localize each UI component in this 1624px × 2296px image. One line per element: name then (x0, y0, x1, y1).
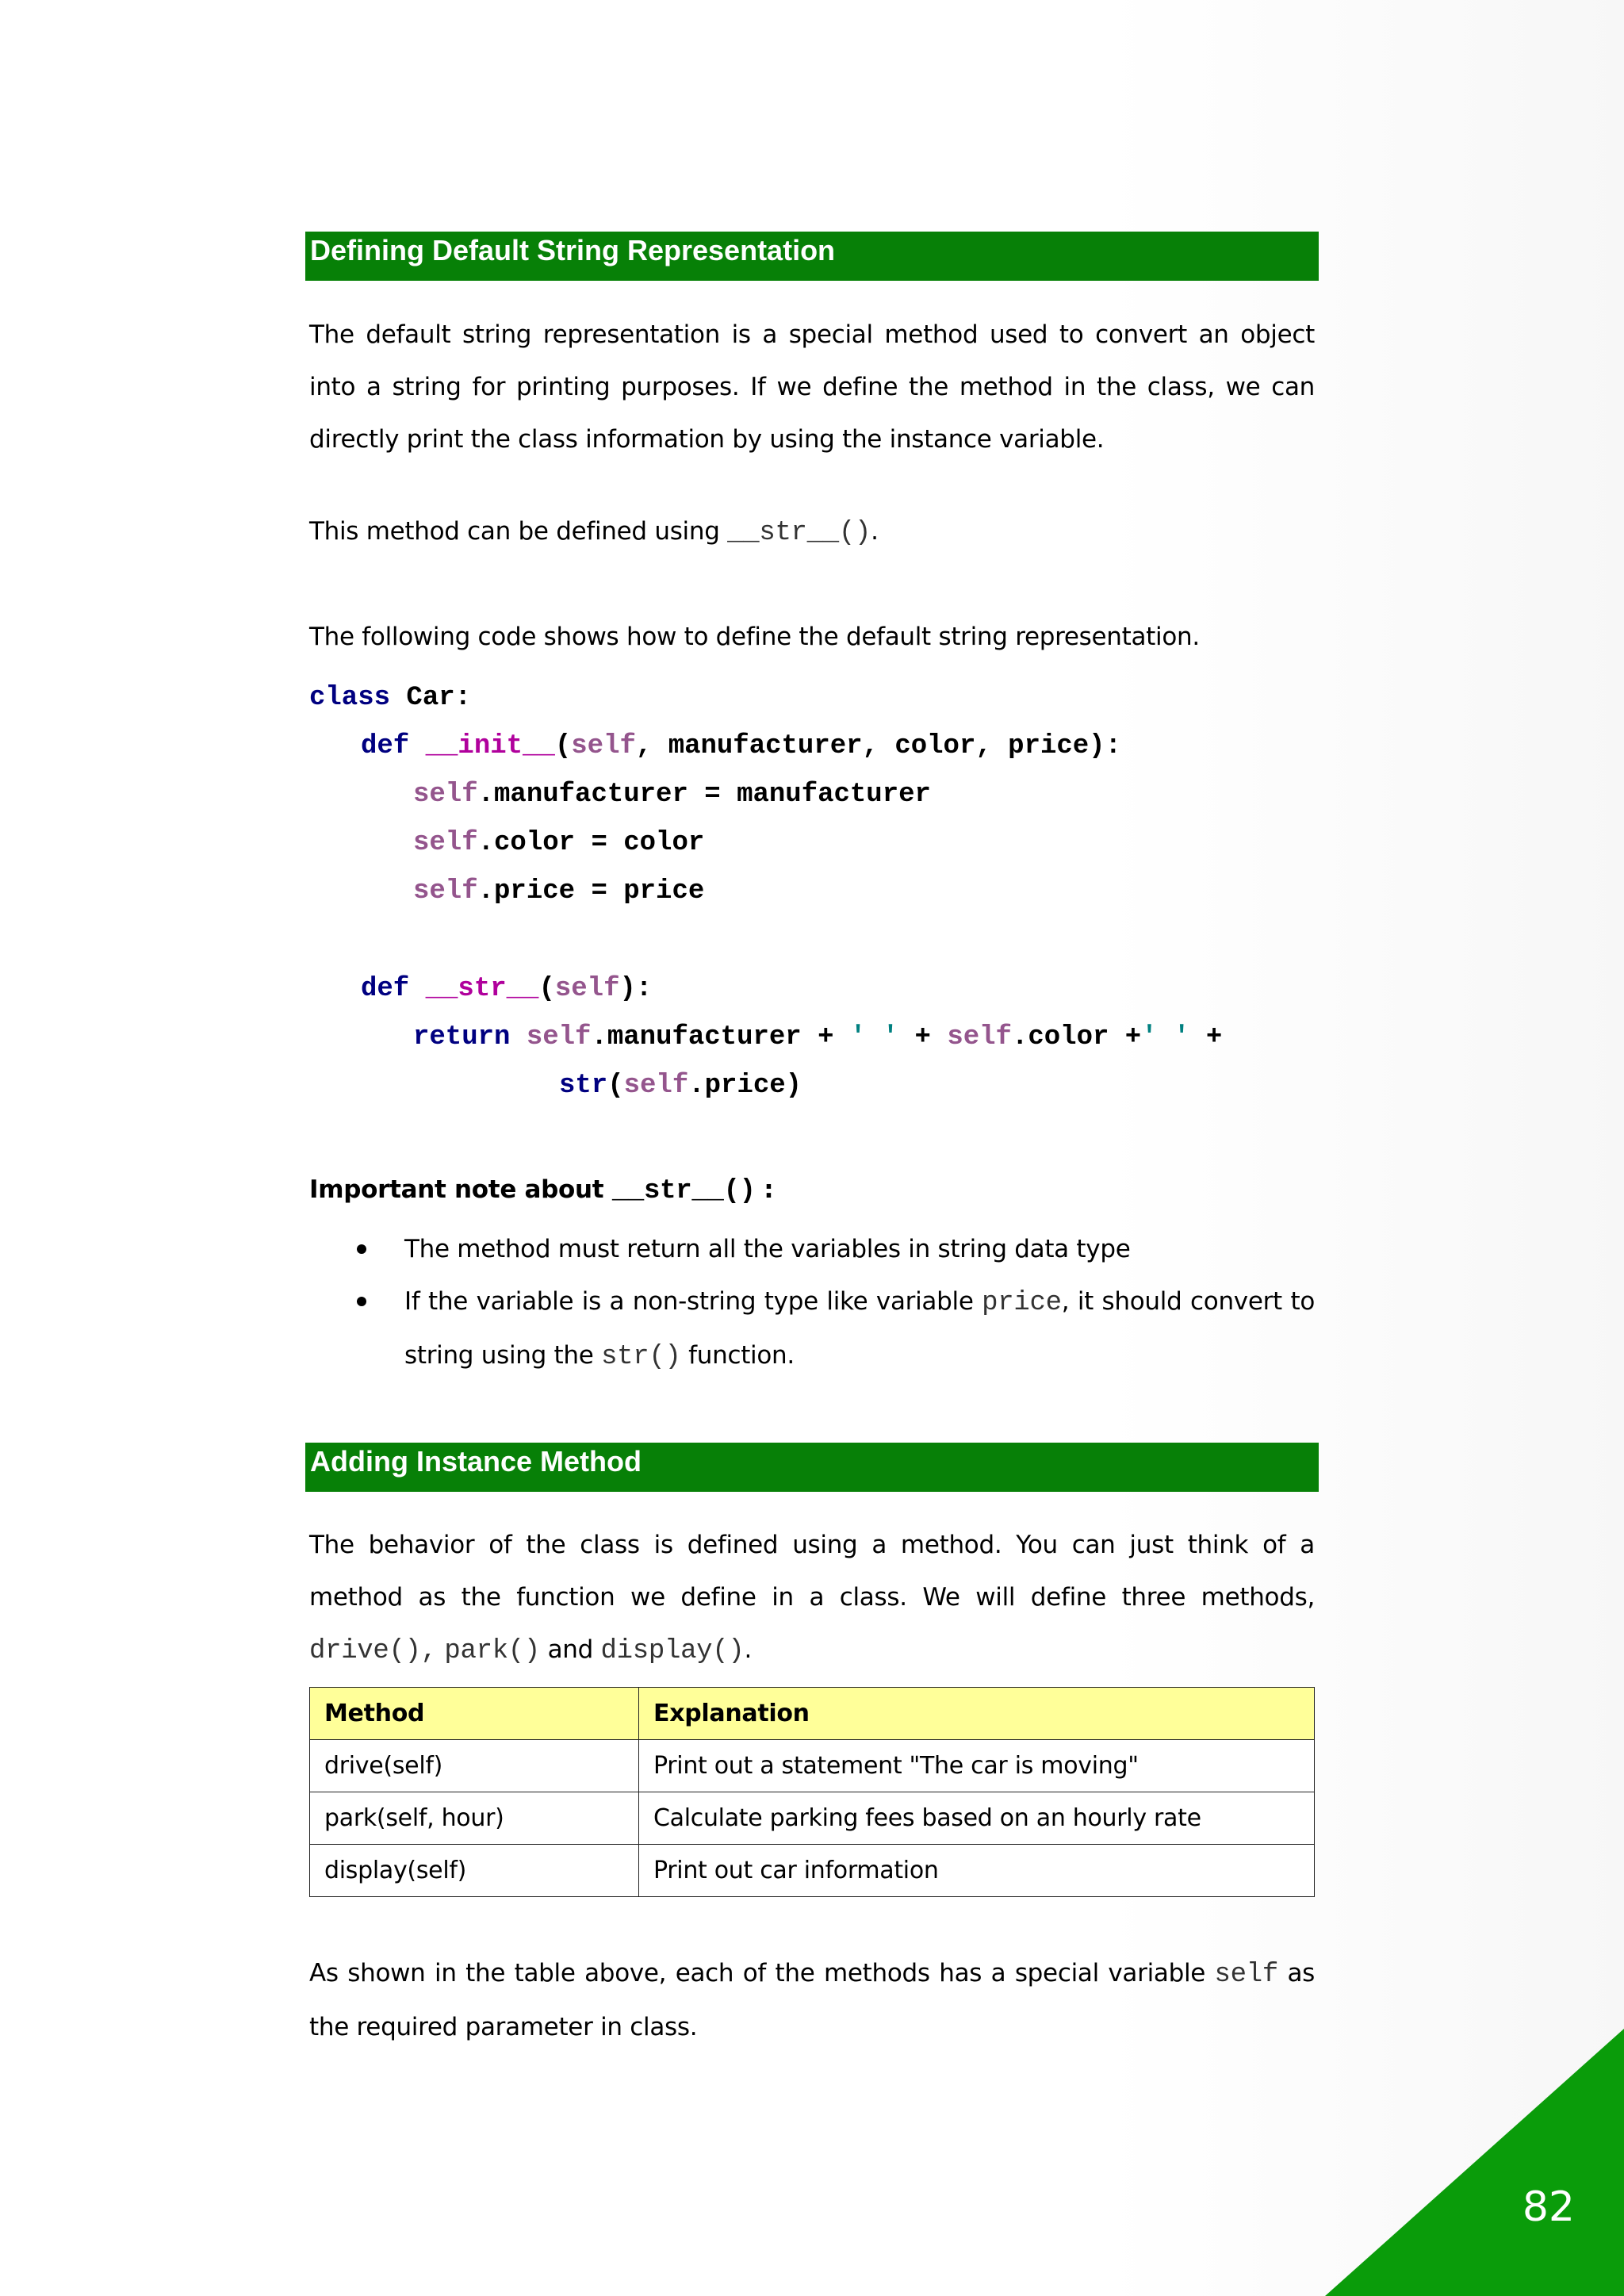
note-bullet-2: If the variable is a non-string type like variable price, it should convert to string using the str() function. (357, 1275, 1315, 1383)
following-code-line: The following code shows how to define the default string representation. (309, 623, 1200, 651)
table-cell: Calculate parking fees based on an hourly rate (639, 1792, 1315, 1845)
code-line-4: self.color = color (413, 828, 705, 858)
closing-paragraph: As shown in the table above, each of the methods has a special variable self as the required parameter in class. (309, 1959, 1315, 2041)
table-header-method: Method (310, 1688, 639, 1740)
table-header-row (310, 1688, 1315, 1740)
instance-method-paragraph: The behavior of the class is defined using a method. You can just think of a method as the function we define in a class. We will define three methods, drive(), park() and display(). (309, 1531, 1315, 1666)
table-cell: display(self) (310, 1845, 639, 1897)
note-bullet-1: The method must return all the variables in string data type (357, 1223, 1315, 1275)
table-row (310, 1792, 1315, 1845)
code-line-6: def __str__(self): (361, 974, 653, 1004)
methods-table (309, 1687, 1315, 1897)
bullet-icon (357, 1297, 366, 1306)
table-cell: Print out car information (639, 1845, 1315, 1897)
code-line-2: def __init__(self, manufacturer, color, price): (361, 731, 1121, 761)
code-line-8: str(self.price) (559, 1071, 802, 1101)
section-title: Defining Default String Representation (310, 234, 836, 266)
table-cell: drive(self) (310, 1740, 639, 1792)
table-cell: Print out a statement "The car is moving" (639, 1740, 1315, 1792)
table-row (310, 1740, 1315, 1792)
code-line-5: self.price = price (413, 876, 705, 907)
code-line-3: self.manufacturer = manufacturer (413, 780, 931, 810)
table-header-explanation: Explanation (639, 1688, 1315, 1740)
code-line-7: return self.manufacturer + ' ' + self.color +' ' + (413, 1022, 1223, 1052)
bullet-icon (357, 1244, 366, 1254)
table-row (310, 1845, 1315, 1897)
important-note-heading: Important note about __str__() : (309, 1175, 774, 1206)
note-bullet-list (357, 1223, 1315, 1383)
table-cell: park(self, hour) (310, 1792, 639, 1845)
intro-paragraph: The default string representation is a special method used to convert an object into a string for printing purposes. If we define the method in the class, we can directly print the class information by using the instance variable. (309, 320, 1315, 454)
section-title: Adding Instance Method (310, 1445, 642, 1478)
page-corner-triangle (1325, 2029, 1624, 2296)
section-header-instance-method (305, 1443, 1319, 1492)
section-header-default-string (305, 232, 1319, 281)
page-number: 82 (1522, 2183, 1575, 2231)
code-line-1: class Car: (309, 683, 472, 713)
inline-code-str: __str__() (727, 518, 871, 548)
defined-using-line: This method can be defined using __str__(). (309, 517, 879, 548)
